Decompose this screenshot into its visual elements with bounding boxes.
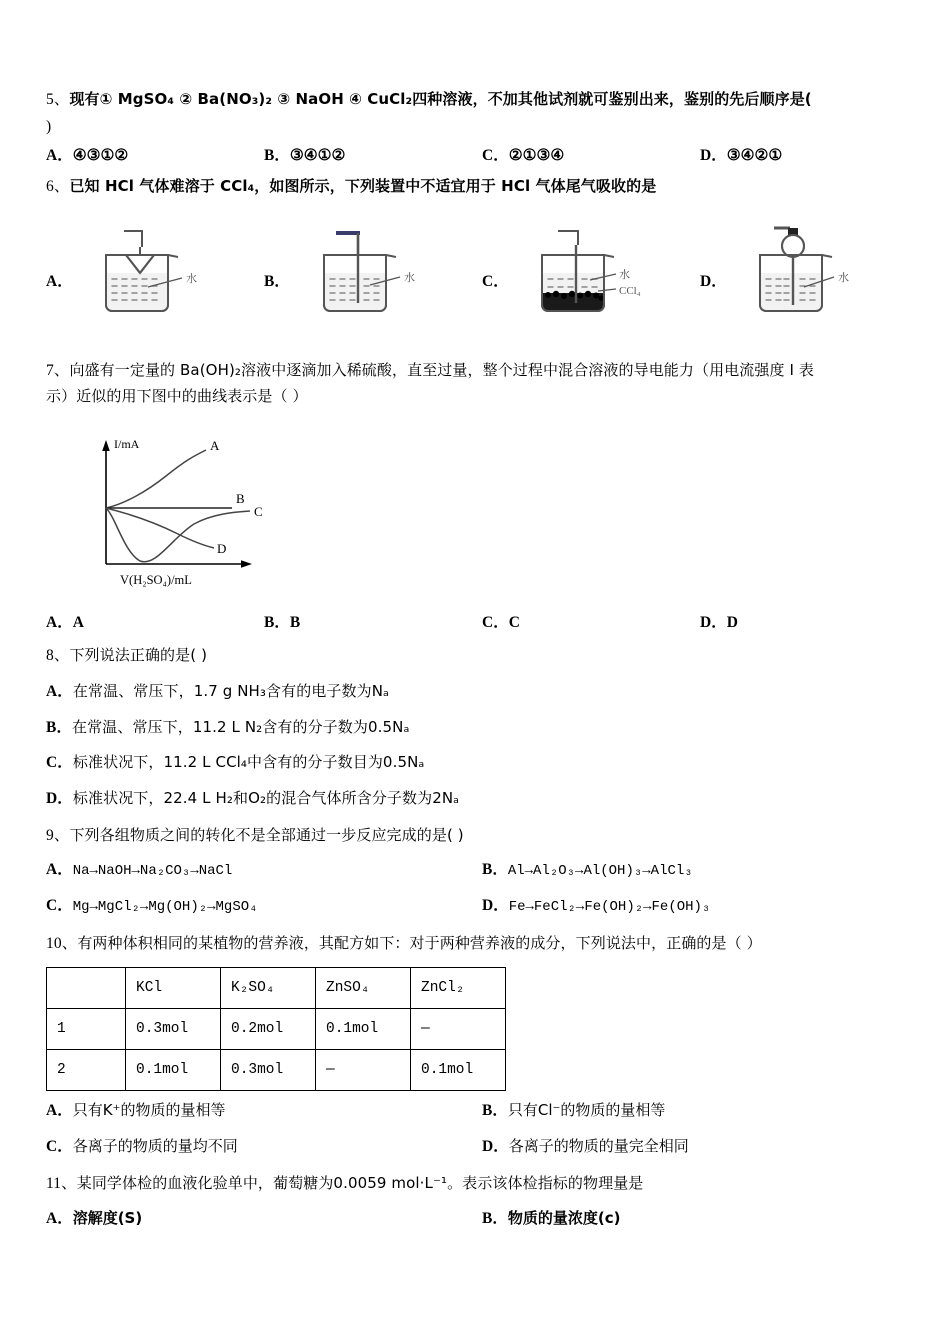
option-d-text: 标准状况下，22.4 L H₂和O₂的混合气体所含分子数为2Nₐ (72, 788, 460, 807)
option-a-label: A． (46, 1210, 73, 1228)
table-header-kcl: KCl (126, 968, 221, 1009)
table-header-corner (47, 968, 126, 1009)
question-8-text: 下列说法正确的是( ) (69, 646, 208, 665)
y-axis-arrow (102, 440, 110, 451)
option-a-label: A． (46, 683, 73, 701)
row2-index: 2 (47, 1050, 126, 1091)
curve-a-label: A (210, 438, 220, 454)
question-7-stem-line1 (46, 359, 918, 383)
apparatus-c-label-ccl4: CCl₄ (619, 284, 641, 297)
option-a-label: A． (46, 614, 73, 632)
question-10-options-row2 (46, 1135, 918, 1158)
option-d-label: D． (700, 614, 727, 632)
question-11-stem (46, 1172, 918, 1196)
question-11-option-b[interactable] (482, 1207, 918, 1230)
table-row (47, 1009, 506, 1050)
y-axis-label: I/mA (114, 437, 140, 452)
question-7-number: 7、 (46, 361, 70, 379)
option-a-text: Na→NaOH→Na₂CO₃→NaCl (72, 862, 233, 879)
option-b-text: B (289, 614, 301, 632)
question-10-option-a[interactable] (46, 1099, 482, 1122)
question-7-option-c[interactable] (482, 611, 700, 634)
question-9-option-a[interactable] (46, 858, 482, 882)
question-9-options-row2 (46, 894, 918, 918)
table-row (47, 1050, 506, 1091)
option-b-text: 只有Cl⁻的物质的量相等 (507, 1101, 666, 1120)
question-7-stem-line2: 示）近似的用下图中的曲线表示是（ ） (46, 387, 308, 406)
question-7-option-a[interactable] (46, 611, 264, 634)
question-5-option-c[interactable] (482, 144, 700, 167)
option-c-text: ②①③④ (508, 147, 565, 165)
question-5-text: 现有① MgSO₄ ② Ba(NO₃)₂ ③ NaOH ④ CuCl₂四种溶液，不加其他试剂就可鉴别出来，鉴别的先后顺序是( (69, 90, 812, 108)
row1-k2so4: 0.2mol (221, 1009, 316, 1050)
option-a-text: A (72, 614, 84, 632)
question-7-option-b[interactable] (264, 611, 482, 634)
option-c-text: Mg→MgCl₂→Mg(OH)₂→MgSO₄ (72, 898, 258, 915)
question-9-text: 下列各组物质之间的转化不是全部通过一步反应完成的是( ) (69, 826, 464, 845)
row2-k2so4: 0.3mol (221, 1050, 316, 1091)
bulb-tube-beaker-icon (730, 225, 880, 317)
question-7-graph (54, 426, 918, 599)
option-d-label: D． (482, 1137, 509, 1155)
apparatus-c-label-water: 水 (619, 267, 630, 281)
question-8-number: 8、 (46, 647, 70, 665)
question-5-option-b[interactable] (264, 144, 482, 167)
apparatus-option-b[interactable] (264, 225, 482, 317)
question-7-option-d[interactable] (700, 611, 918, 634)
option-d-text: ③④②① (726, 147, 783, 165)
curve-c-path (106, 508, 250, 562)
option-c-label: C． (46, 754, 73, 772)
row2-kcl: 0.1mol (126, 1050, 221, 1091)
question-6-number: 6、 (46, 178, 70, 196)
option-a-label: A． (46, 1102, 73, 1120)
question-5-option-a[interactable] (46, 144, 264, 167)
question-9-option-d[interactable] (482, 894, 918, 918)
row2-zncl2: 0.1mol (411, 1050, 506, 1091)
option-b-label: B． (46, 718, 73, 736)
curve-d-label: D (217, 541, 227, 557)
question-11-number: 11、 (46, 1174, 77, 1192)
question-10-stem (46, 932, 918, 956)
option-d-label: D． (46, 789, 73, 807)
apparatus-d-label: D． (700, 272, 727, 290)
question-6-stem (46, 175, 918, 199)
option-d-label: D． (700, 147, 727, 165)
table-header-k2so4: K₂SO₄ (221, 968, 316, 1009)
apparatus-option-d[interactable] (700, 225, 918, 317)
x-axis-label: V(H₂SO₄)/mL (120, 573, 192, 588)
question-10-text: 有两种体积相同的某植物的营养液，其配方如下：对于两种营养液的成分，下列说法中，正确的是（ ） (77, 933, 762, 952)
question-8-stem (46, 644, 918, 668)
question-10-option-b[interactable] (482, 1099, 918, 1122)
question-7-text-line1: 向盛有一定量的 Ba(OH)₂溶液中逐滴加入稀硫酸，直至过量，整个过程中混合溶液的导电能力（用电流强度 I 表 (69, 360, 814, 379)
option-b-label: B． (264, 614, 290, 632)
option-c-label: C． (46, 896, 73, 914)
option-b-text: Al→Al₂O₃→Al(OH)₃→AlCl₃ (507, 862, 693, 879)
option-d-text: D (726, 614, 738, 632)
question-5-wrap-paren: ) (46, 117, 52, 135)
apparatus-a-label: A． (46, 272, 73, 290)
option-d-text: Fe→FeCl₂→Fe(OH)₂→Fe(OH)₃ (508, 898, 711, 915)
row1-kcl: 0.3mol (126, 1009, 221, 1050)
question-8-option-b[interactable] (46, 716, 918, 740)
straight-tube-beaker-icon (294, 225, 444, 317)
table-header-znso4: ZnSO₄ (316, 968, 411, 1009)
question-9-option-b[interactable] (482, 858, 918, 882)
option-d-text: 各离子的物质的量完全相同 (508, 1136, 689, 1155)
option-a-text: 在常温、常压下，1.7 g NH₃含有的电子数为Nₐ (72, 682, 390, 701)
option-b-label: B． (264, 147, 290, 165)
question-9-options-row1 (46, 858, 918, 882)
question-10-option-d[interactable] (482, 1135, 918, 1158)
option-c-label: C． (482, 147, 509, 165)
option-c-text: 标准状况下，11.2 L CCl₄中含有的分子数目为0.5Nₐ (72, 753, 425, 772)
apparatus-b-liquid-label: 水 (404, 270, 415, 284)
apparatus-option-a[interactable] (46, 225, 264, 317)
option-a-text: 只有K⁺的物质的量相等 (72, 1101, 226, 1120)
question-11-option-a[interactable] (46, 1207, 482, 1230)
row1-zncl2: — (411, 1009, 506, 1050)
question-10-option-c[interactable] (46, 1135, 482, 1158)
question-6-apparatus-row (46, 221, 918, 317)
question-8-option-c[interactable] (46, 751, 918, 775)
apparatus-option-c[interactable] (482, 225, 700, 317)
nutrient-solution-table (46, 967, 506, 1091)
table-header-row (47, 968, 506, 1009)
question-5-option-d[interactable] (700, 144, 918, 167)
question-9-option-c[interactable] (46, 894, 482, 918)
question-7-options (46, 611, 918, 634)
option-c-label: C． (46, 1137, 73, 1155)
option-c-text: C (508, 614, 520, 632)
question-8-option-a[interactable] (46, 680, 918, 704)
curve-a-path (106, 450, 206, 508)
option-d-label: D． (482, 896, 509, 914)
x-axis-arrow (241, 560, 252, 568)
conductivity-curve-chart (54, 426, 324, 594)
option-a-label: A． (46, 860, 73, 878)
option-a-text: 溶解度(S) (72, 1209, 143, 1228)
option-b-label: B． (482, 860, 508, 878)
question-5-options (46, 144, 918, 167)
curve-c-label: C (254, 504, 263, 520)
inverted-funnel-beaker-icon (76, 225, 226, 317)
option-b-label: B． (482, 1102, 508, 1120)
question-9-stem (46, 824, 918, 848)
option-c-label: C． (482, 614, 509, 632)
curve-b-label: B (236, 491, 245, 507)
question-10-options-row1 (46, 1099, 918, 1122)
apparatus-a-liquid-label: 水 (186, 271, 197, 285)
row1-index: 1 (47, 1009, 126, 1050)
water-ccl4-two-layer-beaker-icon (512, 225, 662, 317)
question-11-options (46, 1207, 918, 1230)
apparatus-c-label: C． (482, 272, 509, 290)
question-5-stem (46, 88, 918, 112)
question-6-text: 已知 HCl 气体难溶于 CCl₄，如图所示，下列装置中不适宜用于 HCl 气体尾气吸收的是 (69, 177, 657, 196)
question-9-number: 9、 (46, 827, 70, 845)
curve-d-path (106, 508, 214, 548)
option-b-text: ③④①② (289, 147, 346, 165)
option-a-label: A． (46, 147, 73, 165)
apparatus-b-label: B． (264, 272, 290, 290)
row1-znso4: 0.1mol (316, 1009, 411, 1050)
apparatus-d-liquid-label: 水 (838, 270, 849, 284)
option-b-text: 物质的量浓度(c) (507, 1209, 621, 1228)
question-11-text: 某同学体检的血液化验单中，葡萄糖为0.0059 mol·L⁻¹。表示该体检指标的物理量是 (76, 1173, 644, 1192)
table-header-zncl2: ZnCl₂ (411, 968, 506, 1009)
option-b-text: 在常温、常压下，11.2 L N₂含有的分子数为0.5Nₐ (72, 717, 410, 736)
option-b-label: B． (482, 1210, 508, 1228)
option-a-text: ④③①② (72, 147, 129, 165)
question-10-number: 10、 (46, 934, 78, 952)
question-8-option-d[interactable] (46, 787, 918, 811)
option-c-text: 各离子的物质的量均不同 (72, 1136, 238, 1155)
question-5-number: 5、 (46, 91, 70, 108)
row2-znso4: — (316, 1050, 411, 1091)
exam-content (46, 88, 918, 1235)
